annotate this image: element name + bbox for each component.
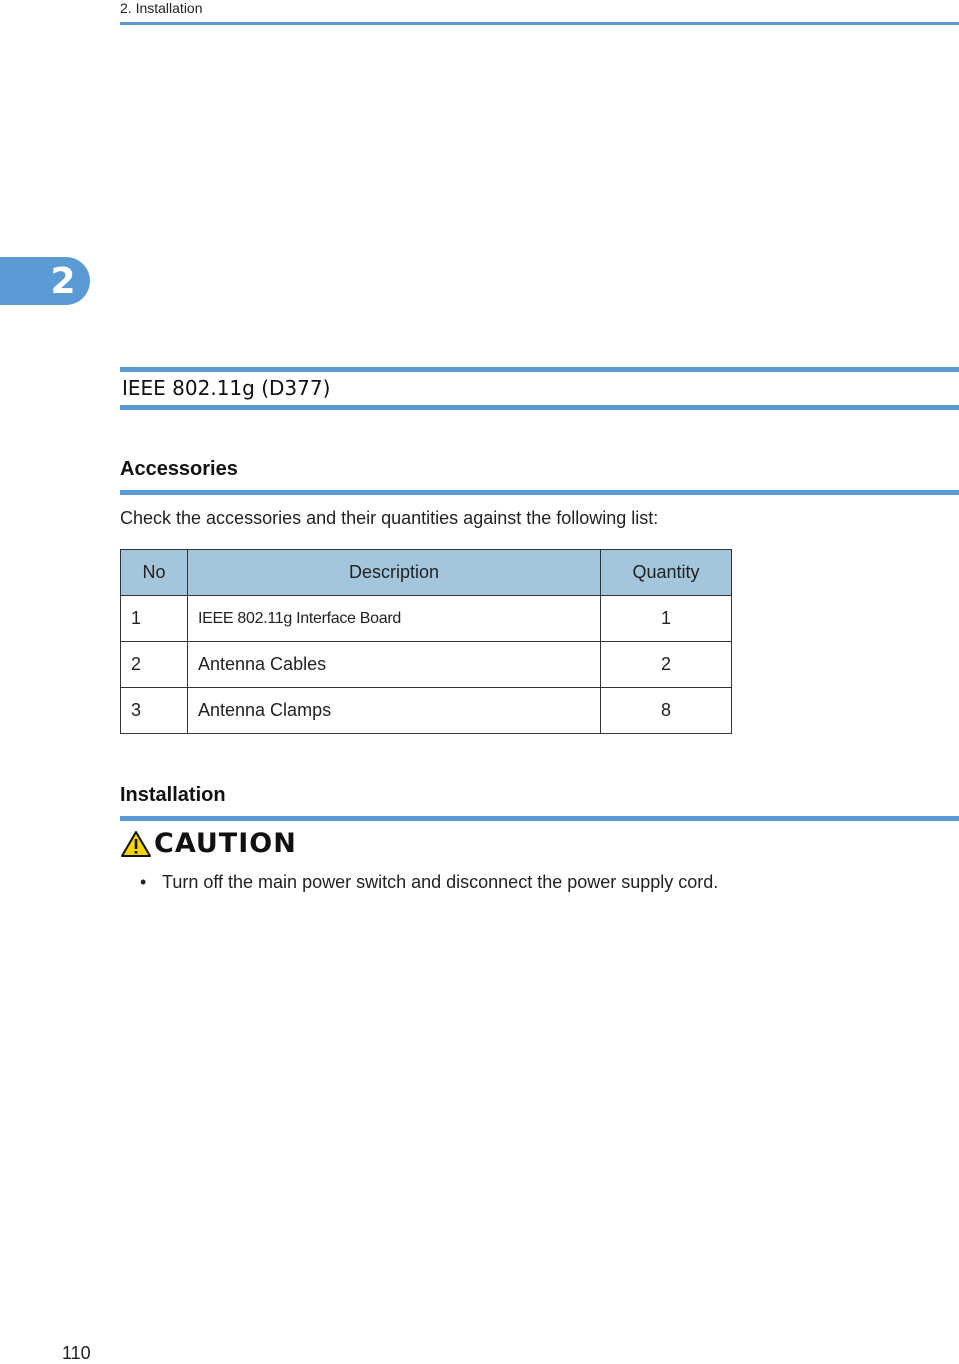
section-title-top-rule xyxy=(120,367,959,372)
accessories-heading: Accessories xyxy=(120,458,238,480)
table-row xyxy=(121,688,732,734)
section-title: IEEE 802.11g (D377) xyxy=(122,376,331,400)
table-row xyxy=(121,642,732,688)
chapter-tab: 2 xyxy=(0,257,90,305)
installation-heading-rule xyxy=(120,816,959,821)
column-header-no: No xyxy=(121,550,188,596)
accessories-heading-rule xyxy=(120,490,959,495)
cell-no: 2 xyxy=(121,642,188,688)
table-row xyxy=(121,596,732,642)
cell-description: Antenna Cables xyxy=(188,642,601,688)
cell-no: 1 xyxy=(121,596,188,642)
installation-heading: Installation xyxy=(120,784,226,806)
cell-description: Antenna Clamps xyxy=(188,688,601,734)
list-item xyxy=(140,872,718,893)
column-header-description: Description xyxy=(188,550,601,596)
cell-no: 3 xyxy=(121,688,188,734)
table-header-row xyxy=(121,550,732,596)
cell-quantity: 2 xyxy=(601,642,732,688)
bullet-icon: • xyxy=(140,872,147,892)
accessories-table xyxy=(120,549,732,734)
cell-quantity: 1 xyxy=(601,596,732,642)
warning-triangle-icon xyxy=(120,830,152,858)
caution-label: CAUTION xyxy=(154,828,297,859)
cell-description: IEEE 802.11g Interface Board xyxy=(188,596,601,642)
header-rule xyxy=(120,22,959,25)
column-header-quantity: Quantity xyxy=(601,550,732,596)
running-header: 2. Installation xyxy=(120,0,203,16)
accessories-intro: Check the accessories and their quantities against the following list: xyxy=(120,508,659,528)
section-title-bottom-rule xyxy=(120,405,959,410)
caution-block xyxy=(120,828,297,859)
list-item-text: Turn off the main power switch and disconnect the power supply cord. xyxy=(162,872,719,892)
cell-quantity: 8 xyxy=(601,688,732,734)
page-number: 110 xyxy=(62,1343,91,1363)
